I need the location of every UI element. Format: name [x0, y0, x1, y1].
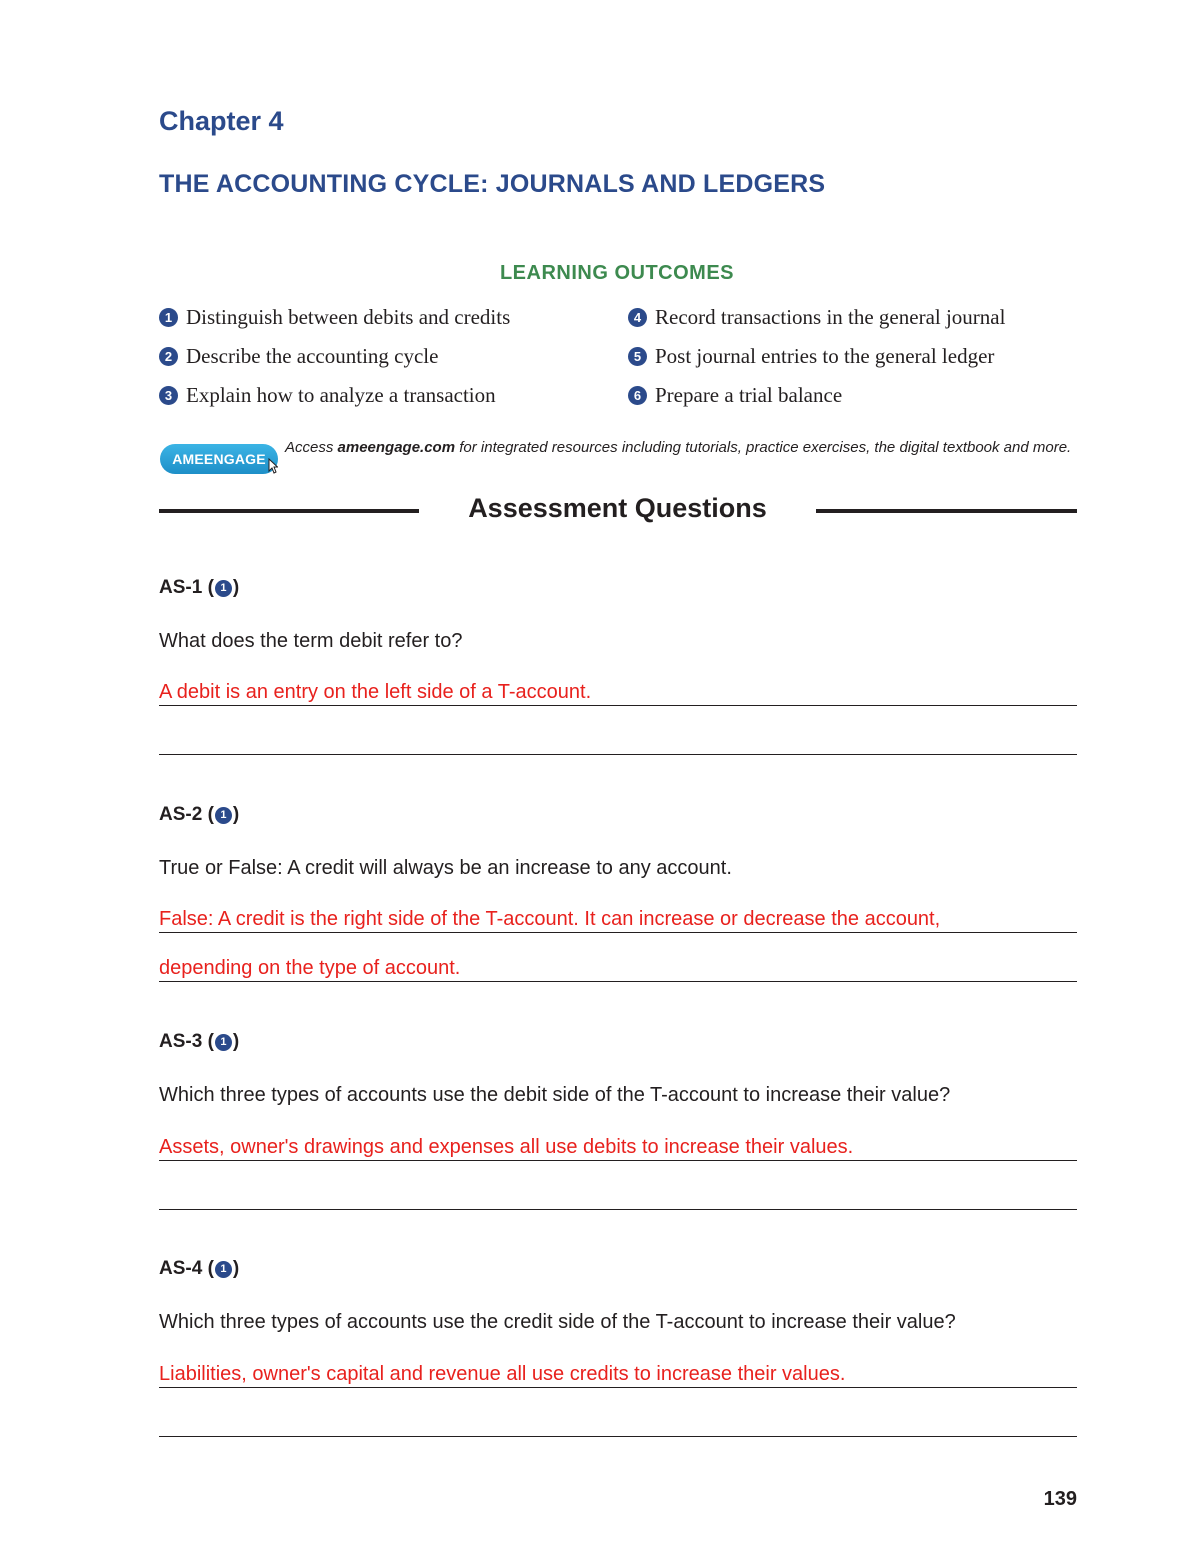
answer-line[interactable] — [159, 679, 1077, 706]
answer-text: False: A credit is the right side of the T-account. It can increase or decrease the account, — [159, 908, 941, 930]
outcome-number-icon: 1 — [215, 807, 232, 824]
answer-line[interactable] — [159, 955, 1077, 982]
outcome-number-icon: 3 — [159, 386, 178, 405]
question-label: AS-4 ( 1 ) — [159, 1258, 240, 1279]
assessment-questions-heading: Assessment Questions — [468, 493, 767, 523]
question-label: AS-2 ( 1 ) — [159, 804, 240, 825]
learning-outcome-text: Record transactions in the general journal — [655, 305, 1006, 329]
question-text: Which three types of accounts use the credit side of the T-account to increase their value? — [159, 1311, 956, 1333]
learning-outcome-5 — [628, 344, 994, 369]
learning-outcome-text: Distinguish between debits and credits — [186, 305, 511, 329]
answer-line[interactable] — [159, 1410, 1077, 1437]
access-prefix: Access — [285, 439, 338, 456]
question-label: AS-1 ( 1 ) — [159, 577, 240, 598]
learning-outcome-3 — [159, 383, 496, 408]
learning-outcome-1 — [159, 305, 510, 330]
question-id: AS-1 — [159, 577, 203, 598]
chapter-title: THE ACCOUNTING CYCLE: JOURNALS AND LEDGERS — [159, 170, 826, 198]
answer-line[interactable] — [159, 1361, 1077, 1388]
question-text: Which three types of accounts use the debit side of the T-account to increase their value? — [159, 1084, 951, 1106]
question-id: AS-3 — [159, 1031, 203, 1052]
answer-text: Liabilities, owner's capital and revenue all use credits to increase their values. — [159, 1363, 846, 1385]
answer-text: Assets, owner's drawings and expenses all use debits to increase their values. — [159, 1136, 854, 1158]
chapter-label: Chapter 4 — [159, 106, 284, 136]
learning-outcome-text: Prepare a trial balance — [655, 383, 843, 407]
outcome-number-icon: 1 — [215, 1261, 232, 1278]
answer-line[interactable] — [159, 1183, 1077, 1210]
learning-outcome-text: Explain how to analyze a transaction — [186, 383, 496, 407]
learning-outcome-text: Describe the accounting cycle — [186, 344, 439, 368]
answer-text: A debit is an entry on the left side of a T-account. — [159, 681, 592, 703]
outcome-number-icon: 6 — [628, 386, 647, 405]
question-text: What does the term debit refer to? — [159, 630, 463, 652]
learning-outcome-6 — [628, 383, 842, 408]
question-id: AS-2 — [159, 804, 203, 825]
outcome-number-icon: 1 — [159, 308, 178, 327]
ameengage-logo[interactable]: AMEENGAGE — [160, 444, 278, 474]
heading-rule-left — [159, 509, 419, 513]
question-id: AS-4 — [159, 1258, 203, 1279]
ameengage-link[interactable]: ameengage.com — [337, 439, 456, 456]
cursor-icon — [268, 458, 278, 474]
question-label: AS-3 ( 1 ) — [159, 1031, 240, 1052]
outcome-number-icon: 4 — [628, 308, 647, 327]
learning-outcomes-heading: LEARNING OUTCOMES — [499, 262, 735, 284]
learning-outcome-2 — [159, 344, 438, 369]
access-suffix: for integrated resources including tutorials, practice exercises, the digital textbook and more. — [455, 439, 1072, 456]
answer-line[interactable] — [159, 906, 1077, 933]
outcome-number-icon: 2 — [159, 347, 178, 366]
learning-outcome-4 — [628, 305, 1005, 330]
answer-line[interactable] — [159, 728, 1077, 755]
ameengage-access-text — [285, 439, 1085, 457]
outcome-number-icon: 5 — [628, 347, 647, 366]
question-text: True or False: A credit will always be an increase to any account. — [159, 857, 732, 879]
outcome-number-icon: 1 — [215, 580, 232, 597]
outcome-number-icon: 1 — [215, 1034, 232, 1051]
page-number: 139 — [1043, 1488, 1077, 1510]
heading-rule-right — [816, 509, 1077, 513]
answer-text: depending on the type of account. — [159, 957, 461, 979]
answer-line[interactable] — [159, 1134, 1077, 1161]
learning-outcome-text: Post journal entries to the general ledger — [655, 344, 995, 368]
